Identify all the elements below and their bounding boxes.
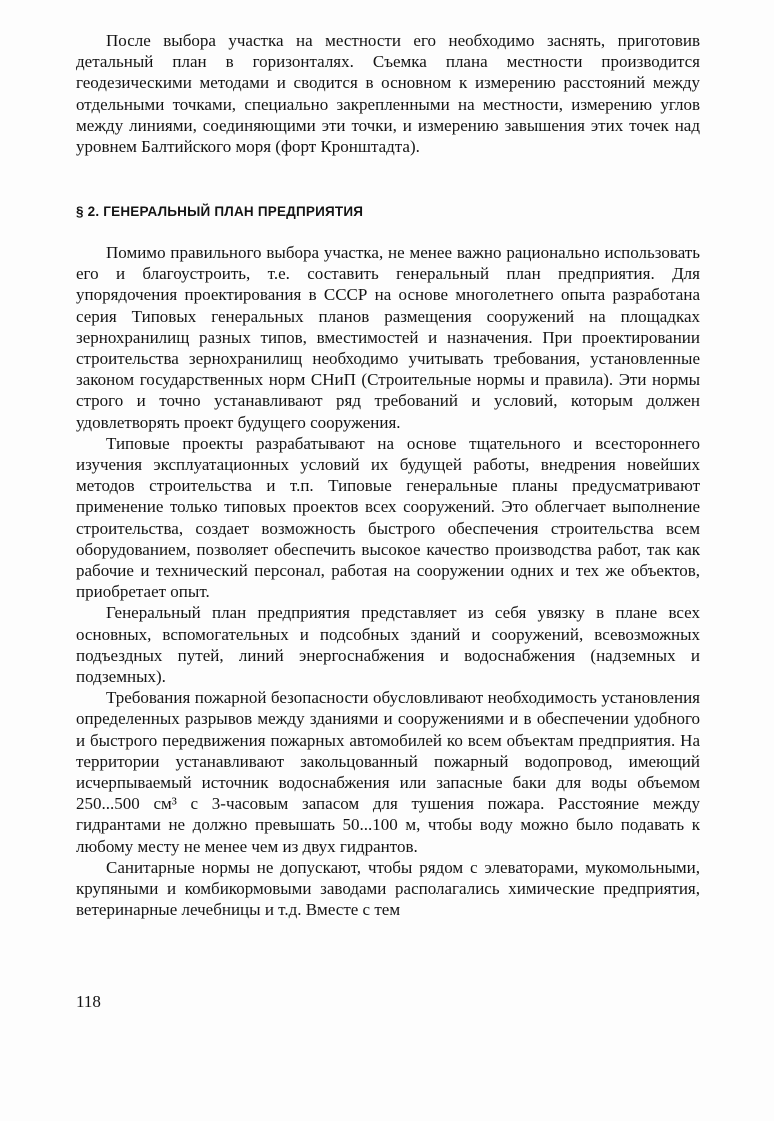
body-paragraph: Помимо правильного выбора участка, не менее важно рационально использовать его и благоустроить, т.е. составить генеральный план предприятия. Для упорядочения проектирования в СССР на основе многолетнего опыта разработана серия Типовых генеральных планов размещения сооружений на площадках зернохранилищ разных типов, вместимостей и назначения. При проектировании строительства зернохранилищ необходимо учитывать требования, установленные законом государственных норм СНиП (Строительные нормы и правила). Эти нормы строго и точно устанавливают ряд требований и условий, которым должен удовлетворять проект будущего сооружения. (76, 243, 700, 432)
section-heading: § 2. ГЕНЕРАЛЬНЫЙ ПЛАН ПРЕДПРИЯТИЯ (76, 204, 364, 219)
lead-paragraph: После выбора участка на местности его необходимо заснять, приготовив детальный план в горизонталях. Съемка плана местности производится геодезическими методами и сводится в основном к измерению расстояний между отдельными точками, специально закрепленными на местности, измерению углов между линиями, соединяющими эти точки, и измерению завышения этих точек над уровнем Балтийского моря (форт Кронштадта). (76, 31, 700, 157)
body-paragraph: Санитарные нормы не допускают, чтобы рядом с элеваторами, мукомольными, крупяными и комбикормовыми заводами располагались химические предприятия, ветеринарные лечебницы и т.д. Вместе с тем (76, 857, 700, 920)
body-text-block (76, 242, 700, 921)
page-number: 118 (76, 992, 101, 1011)
body-paragraph: Типовые проекты разрабатывают на основе тщательного и всестороннего изучения эксплуатационных условий их будущей работы, внедрения новейших методов строительства и т.п. Типовые генеральные планы предусматривают применение только типовых проектов всех сооружений. Это облегчает выполнение строительства, создает возможность быстрого обеспечения строительства всем оборудованием, позволяет обеспечить высокое качество производства работ, так как рабочие и технический персонал, работая на сооружении одних и тех же объектов, приобретает опыт. (76, 433, 700, 602)
body-paragraph: Генеральный план предприятия представляет из себя увязку в плане всех основных, вспомогательных и подсобных зданий и сооружений, всевозможных подъездных путей, линий энергоснабжения и водоснабжения (надземных и подземных). (76, 603, 700, 687)
body-paragraph: Требования пожарной безопасности обусловливают необходимость установления определенных разрывов между зданиями и сооружениями и в обеспечении удобного и быстрого передвижения пожарных автомобилей ко всем объектам предприятия. На территории устанавливают закольцованный пожарный водопровод, имеющий исчерпываемый источник водоснабжения или запасные баки для воды объемом 250...500 см³ с 3-часовым запасом для тушения пожара. Расстояние между гидрантами не должно превышать 50...100 м, чтобы воду можно было подавать к любому месту не менее чем из двух гидрантов. (76, 688, 700, 856)
lead-text-block (76, 30, 700, 157)
